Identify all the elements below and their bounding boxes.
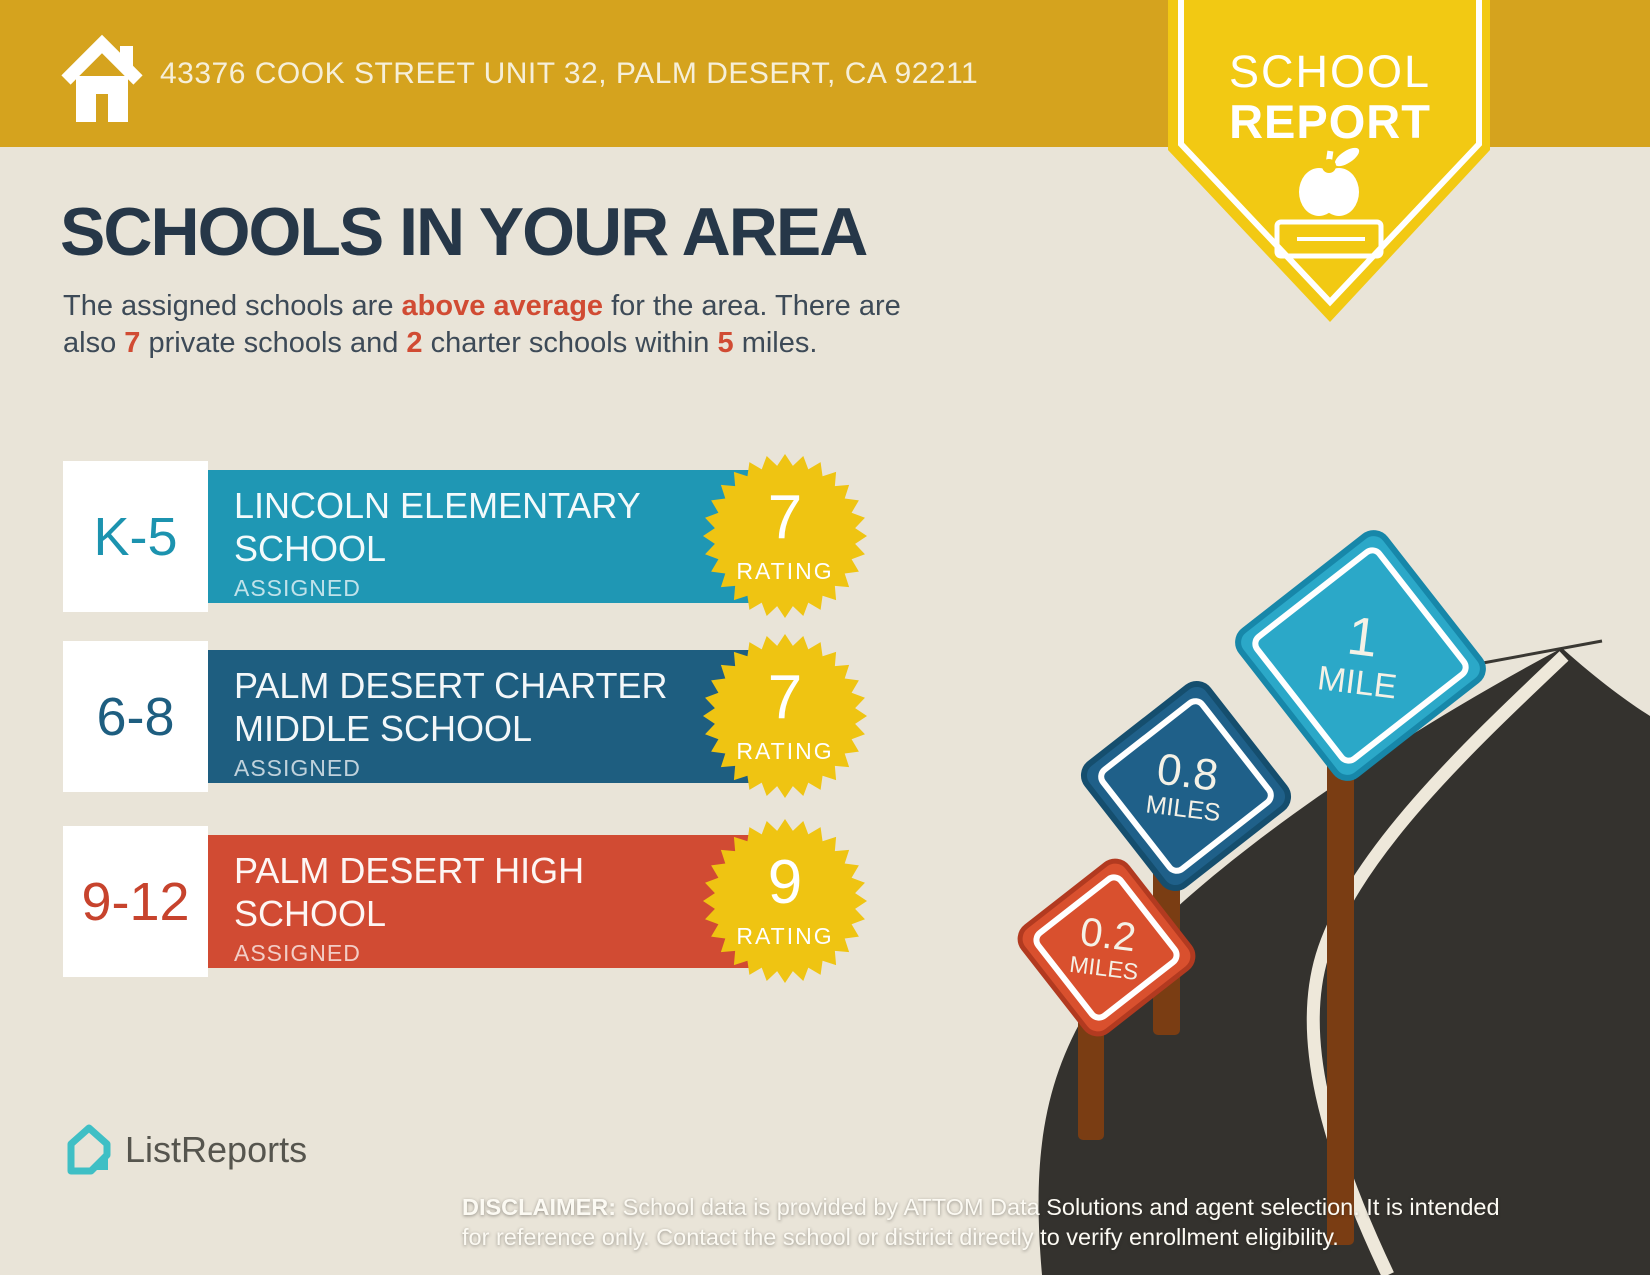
rating-value: 7: [767, 663, 803, 732]
sign-distance-unit: MILE: [1315, 659, 1399, 707]
school-row-high: [63, 826, 873, 977]
sign-distance-unit: MILES: [1144, 790, 1223, 828]
school-bar: [208, 835, 760, 968]
school-name: PALM DESERT CHARTER MIDDLE SCHOOL: [234, 665, 668, 749]
road-horizon-line: [1472, 641, 1602, 665]
rating-label: RATING: [736, 558, 834, 584]
sign-distance-unit: MILES: [1068, 951, 1140, 986]
page-title: SCHOOLS IN YOUR AREA: [60, 194, 867, 270]
badge-line-school: SCHOOL: [1228, 46, 1432, 97]
disclaimer-line-2: for reference only. Contact the school or district directly to verify enrollment eligibility.: [462, 1224, 1339, 1250]
rating-label: RATING: [736, 738, 834, 764]
grade-range-box: 6-8: [63, 641, 208, 792]
highlight-private-count: 7: [124, 327, 141, 359]
school-report-badge: [1160, 0, 1500, 340]
home-icon: [60, 30, 144, 124]
sign-distance-value: 1: [1344, 605, 1382, 670]
grade-range-box: 9-12: [63, 826, 208, 977]
highlight-above-average: above average: [401, 290, 604, 322]
highlight-radius: 5: [717, 327, 734, 359]
school-name: LINCOLN ELEMENTARY SCHOOL: [234, 485, 641, 569]
rating-badge: [703, 819, 867, 983]
disclaimer-text: [462, 1192, 1522, 1252]
house-page-icon: [63, 1122, 115, 1178]
sign-distance-value: 0.2: [1077, 910, 1139, 961]
school-bar: [208, 470, 760, 603]
school-row-elementary: [63, 461, 873, 612]
rating-value: 9: [767, 848, 803, 917]
badge-line-report: REPORT: [1229, 95, 1431, 148]
disclaimer-line-1: DISCLAIMER: School data is provided by ATTOM Data Solutions and agent selection. It is intended: [462, 1194, 1500, 1220]
intro-paragraph: [63, 288, 901, 362]
intro-line-1: The assigned schools are above average for the area. There are: [63, 290, 901, 322]
sign-distance-value: 0.8: [1154, 744, 1222, 801]
highlight-charter-count: 2: [406, 327, 423, 359]
property-address: 43376 COOK STREET UNIT 32, PALM DESERT, CA 92211: [160, 56, 979, 90]
school-row-middle: [63, 641, 873, 792]
school-status: ASSIGNED: [234, 575, 361, 601]
rating-label: RATING: [736, 923, 834, 949]
sign-post-1-mile: [1327, 700, 1354, 1245]
school-status: ASSIGNED: [234, 940, 361, 966]
grade-range-box: K-5: [63, 461, 208, 612]
listreports-logo: [63, 1122, 307, 1178]
listreports-wordmark: ListReports: [125, 1129, 308, 1170]
school-bar: [208, 650, 760, 783]
school-status: ASSIGNED: [234, 755, 361, 781]
rating-badge: [703, 454, 867, 618]
rating-value: 7: [767, 483, 803, 552]
school-name: PALM DESERT HIGH SCHOOL: [234, 850, 585, 934]
rating-badge: [703, 634, 867, 798]
intro-line-2: also 7 private schools and 2 charter schools within 5 miles.: [63, 327, 818, 359]
